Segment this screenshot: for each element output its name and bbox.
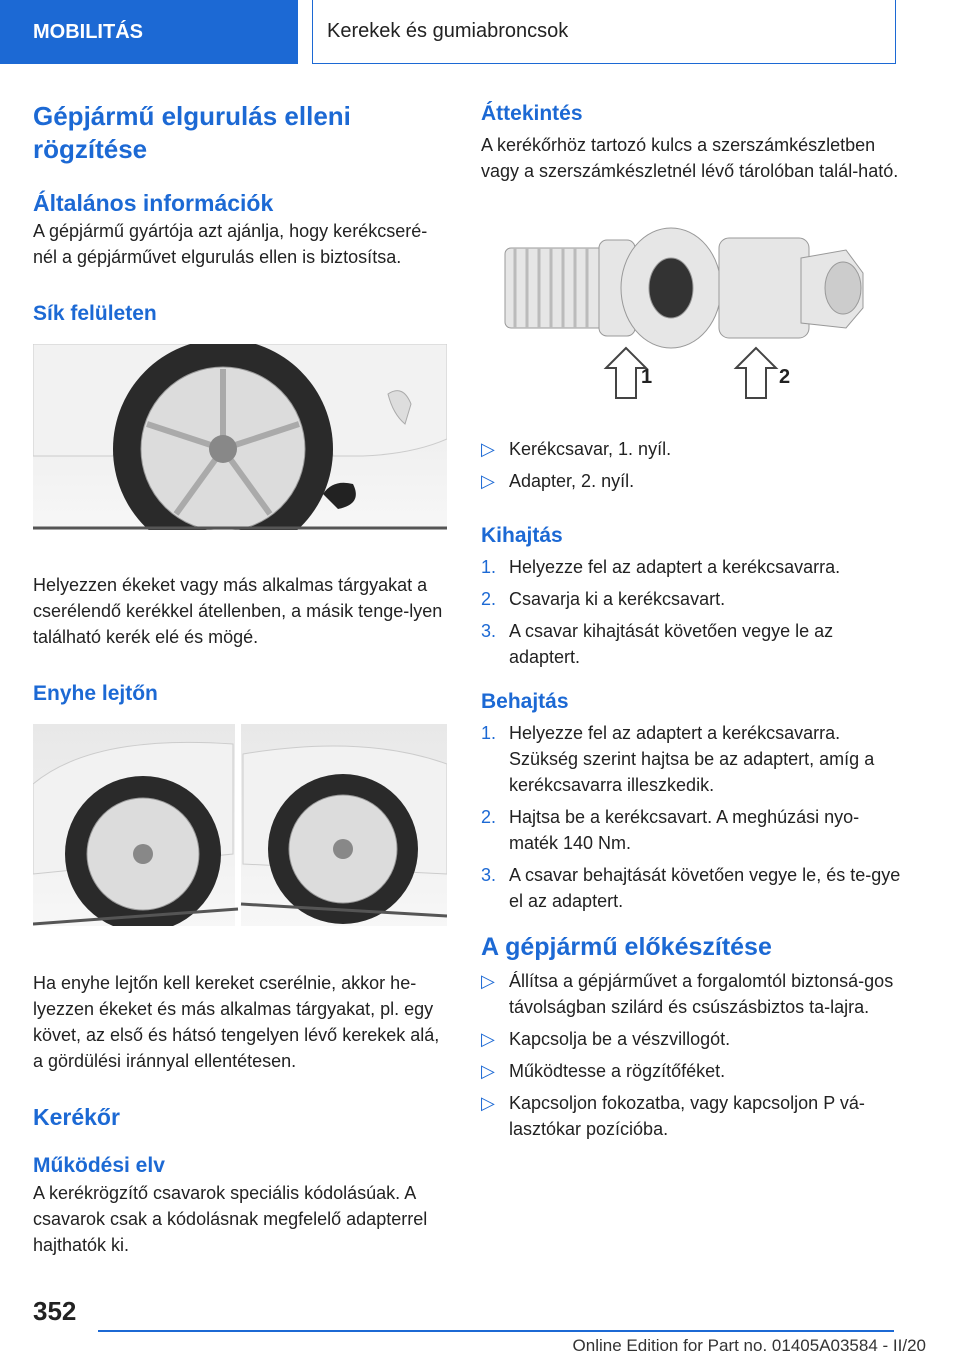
left-column — [33, 100, 447, 1258]
bullet-icon: ▷ — [481, 1061, 495, 1081]
general-heading: Általános információk — [33, 190, 274, 216]
list-item: ▷ Kerékcsavar, 1. nyíl. — [481, 436, 901, 462]
bullet-icon: ▷ — [481, 1029, 495, 1049]
slope-illustration — [33, 724, 447, 926]
overview-text: A kerékőrhöz tartozó kulcs a szerszámkészletben vagy a szerszámkészletnél lévő tárolóban talál-ható. — [481, 135, 899, 181]
removal-steps — [481, 554, 901, 670]
list-item: 2. Csavarja ki a kerékcsavart. — [481, 589, 726, 609]
bullet-icon: ▷ — [481, 1093, 495, 1113]
general-text: A gépjármű gyártója azt ajánlja, hogy kerékcseré-nél a gépjárművet elgurulás ellen is biztosítsa. — [33, 221, 428, 267]
prep-heading: A gépjármű előkészítése — [481, 933, 772, 961]
install-steps — [481, 720, 901, 914]
chapter-title: Kerekek és gumiabroncsok — [327, 20, 569, 42]
section-tab — [0, 0, 298, 64]
edition-text: Online Edition for Part no. 01405A03584 - II/20 — [572, 1336, 926, 1355]
slope-heading: Enyhe lejtőn — [33, 682, 158, 705]
principle-text: A kerékrögzítő csavarok speciális kódolásúak. A csavarok csak a kódolásnak megfelelő adapterrel hajthatók ki. — [33, 1183, 428, 1255]
list-item: 3. A csavar kihajtását követően vegye le az adaptert. — [481, 621, 834, 667]
overview-list — [481, 436, 901, 494]
arrow-2-label: 2 — [779, 366, 791, 388]
list-item: ▷ Kapcsoljon fokozatba, vagy kapcsoljon P vá-lasztókar pozícióba. — [481, 1090, 901, 1142]
flat-ground-illustration — [33, 344, 447, 530]
flat-text: Helyezzen ékeket vagy más alkalmas tárgyakat a cserélendő kerékkel átellenben, a másik tenge-lyen található kerék elé és mögé. — [33, 575, 443, 647]
lock-bolt-illustration — [481, 218, 895, 408]
list-item: 2. Hajtsa be a kerékcsavart. A meghúzási nyo-maték 140 Nm. — [481, 807, 860, 853]
principle-heading: Működési elv — [33, 1154, 165, 1177]
footer-divider — [98, 1330, 894, 1332]
section-title: MOBILITÁS — [33, 20, 143, 43]
page-number: 352 — [33, 1296, 77, 1326]
bullet-icon: ▷ — [481, 971, 495, 991]
install-heading: Behajtás — [481, 690, 569, 713]
list-item: ▷ Kapcsolja be a vészvillogót. — [481, 1026, 901, 1052]
flat-heading: Sík felületen — [33, 302, 157, 325]
bullet-icon: ▷ — [481, 471, 495, 491]
right-column — [481, 100, 901, 1142]
prep-list — [481, 968, 901, 1142]
list-item: ▷ Állítsa a gépjárművet a forgalomtól biztonsá-gos távolságban szilárd és csúszásbiztos ta-lajra. — [481, 968, 901, 1020]
wheel-lock-heading: Kerékőr — [33, 1104, 120, 1130]
list-item: ▷ Működtesse a rögzítőféket. — [481, 1058, 901, 1084]
page-title: Gépjármű elgurulás elleni rögzítése — [33, 101, 351, 164]
removal-heading: Kihajtás — [481, 524, 563, 547]
arrow-1-label: 1 — [641, 366, 653, 388]
bullet-icon: ▷ — [481, 439, 495, 459]
list-item: 1. Helyezze fel az adaptert a kerékcsavarra. — [481, 557, 841, 577]
list-item: 1. Helyezze fel az adaptert a kerékcsavarra. Szükség szerint hajtsa be az adaptert, amíg a kerékcsavarra illeszkedik. — [481, 723, 875, 795]
list-item: ▷ Adapter, 2. nyíl. — [481, 468, 901, 494]
chapter-tab — [312, 0, 896, 64]
slope-text: Ha enyhe lejtőn kell kereket cserélnie, akkor he-lyezzen ékeket és más alkalmas tárgyakat, pl. egy követ, az első és hátsó tengelyen lévő kerekek alá, a gördülési iránnyal ellentétesen. — [33, 973, 440, 1071]
list-item: 3. A csavar behajtását követően vegye le, és te-gye el az adaptert. — [481, 865, 901, 911]
overview-heading: Áttekintés — [481, 102, 583, 125]
